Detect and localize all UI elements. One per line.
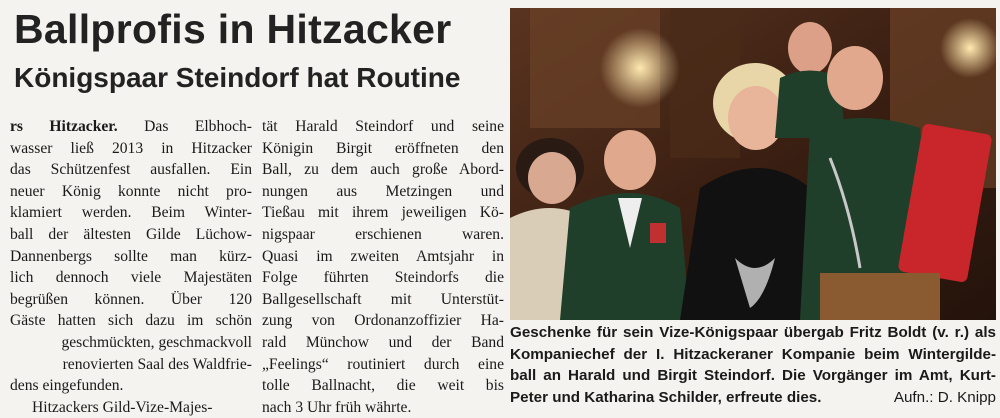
article-line: tolle Ballnacht, die weit bis [262,377,504,395]
article-line: neuer König konnte nicht pro- [10,182,252,200]
article-line: tät Harald Steindorf und seine [262,118,504,135]
subheadline: Königspaar Steindorf hat Routine [14,62,461,93]
caption-line [510,387,996,409]
article-line: Folge führten Steindorfs die [262,269,504,287]
article-line: Quasi im zweiten Amtsjahr in [262,247,504,265]
photo-credit: Aufn.: D. Knipp [893,388,996,406]
person-face [604,130,656,190]
article-line: das Schützenfest ausfallen. Ein [10,161,252,179]
caption-text: Peter und Katharina Schilder, erfreute dies. [510,388,822,406]
article-line: geschmückten, geschmackvoll [61,333,252,351]
article-line: Dannenbergs sollte man kürz- [10,247,252,265]
badge [650,223,666,243]
caption-line: ball an Harald und Birgit Steindorf. Die Vorgänger im Amt, Kurt- [510,367,996,385]
article-column-2 [262,116,504,418]
article-line: rald Münchow und der Band [262,333,504,351]
article-line: nigspaar erschienen waren. [262,225,504,243]
article-line: Königin Birgit eröffneten den [262,139,504,157]
article-line: renovierten Saal des Waldfrie- [62,355,252,373]
article-text: Das Elbhoch- [144,118,252,135]
article-line: lich dennoch viele Majestäten [10,269,252,287]
article-line: nungen aus Metzingen und [262,182,504,200]
article-line: wasser ließ 2013 in Hitzacker [10,139,252,157]
photo-illustration [510,8,996,320]
caption-line: Kompaniechef der I. Hitzackeraner Kompanie beim Wintergilde- [510,345,996,363]
photo-caption [510,322,996,408]
lamp-glow [600,28,680,108]
article-line: begrüßen können. Über 120 [10,290,252,308]
article-line: Hitzackers Gild-Vize-Majes- [32,398,213,416]
article-line [10,116,252,138]
person-face [788,22,832,74]
caption-line: Geschenke für sein Vize-Königspaar übergab Fritz Boldt (v. r.) als [510,324,996,341]
article-line: Tießau mit ihrem jeweiligen Kö- [262,204,504,222]
article-line: Ball, zu dem auch große Abord- [262,161,504,179]
article-line: „Feelings“ routiniert durch eine [262,355,504,373]
article-line: dens eingefunden. [10,377,124,395]
news-photo [510,8,996,320]
article-line: ball der ältesten Gilde Lüchow- [10,225,252,243]
dateline: rs Hitzacker. [10,118,118,135]
headline: Ballprofis in Hitzacker [14,6,452,52]
article-line: nach 3 Uhr früh währte. [262,398,412,416]
person-face [528,152,576,204]
article-line: Ballgesellschaft mit Unterstüt- [262,290,504,308]
article-line: zung von Ordonanzoffizier Ha- [262,312,504,330]
person-face [728,86,784,150]
person-face [827,46,883,110]
article-column-1 [10,116,252,418]
article-line: klamiert werden. Beim Winter- [10,204,252,222]
article-line: Gäste hatten sich dazu im schön [10,312,252,330]
gift-basket [820,273,940,320]
